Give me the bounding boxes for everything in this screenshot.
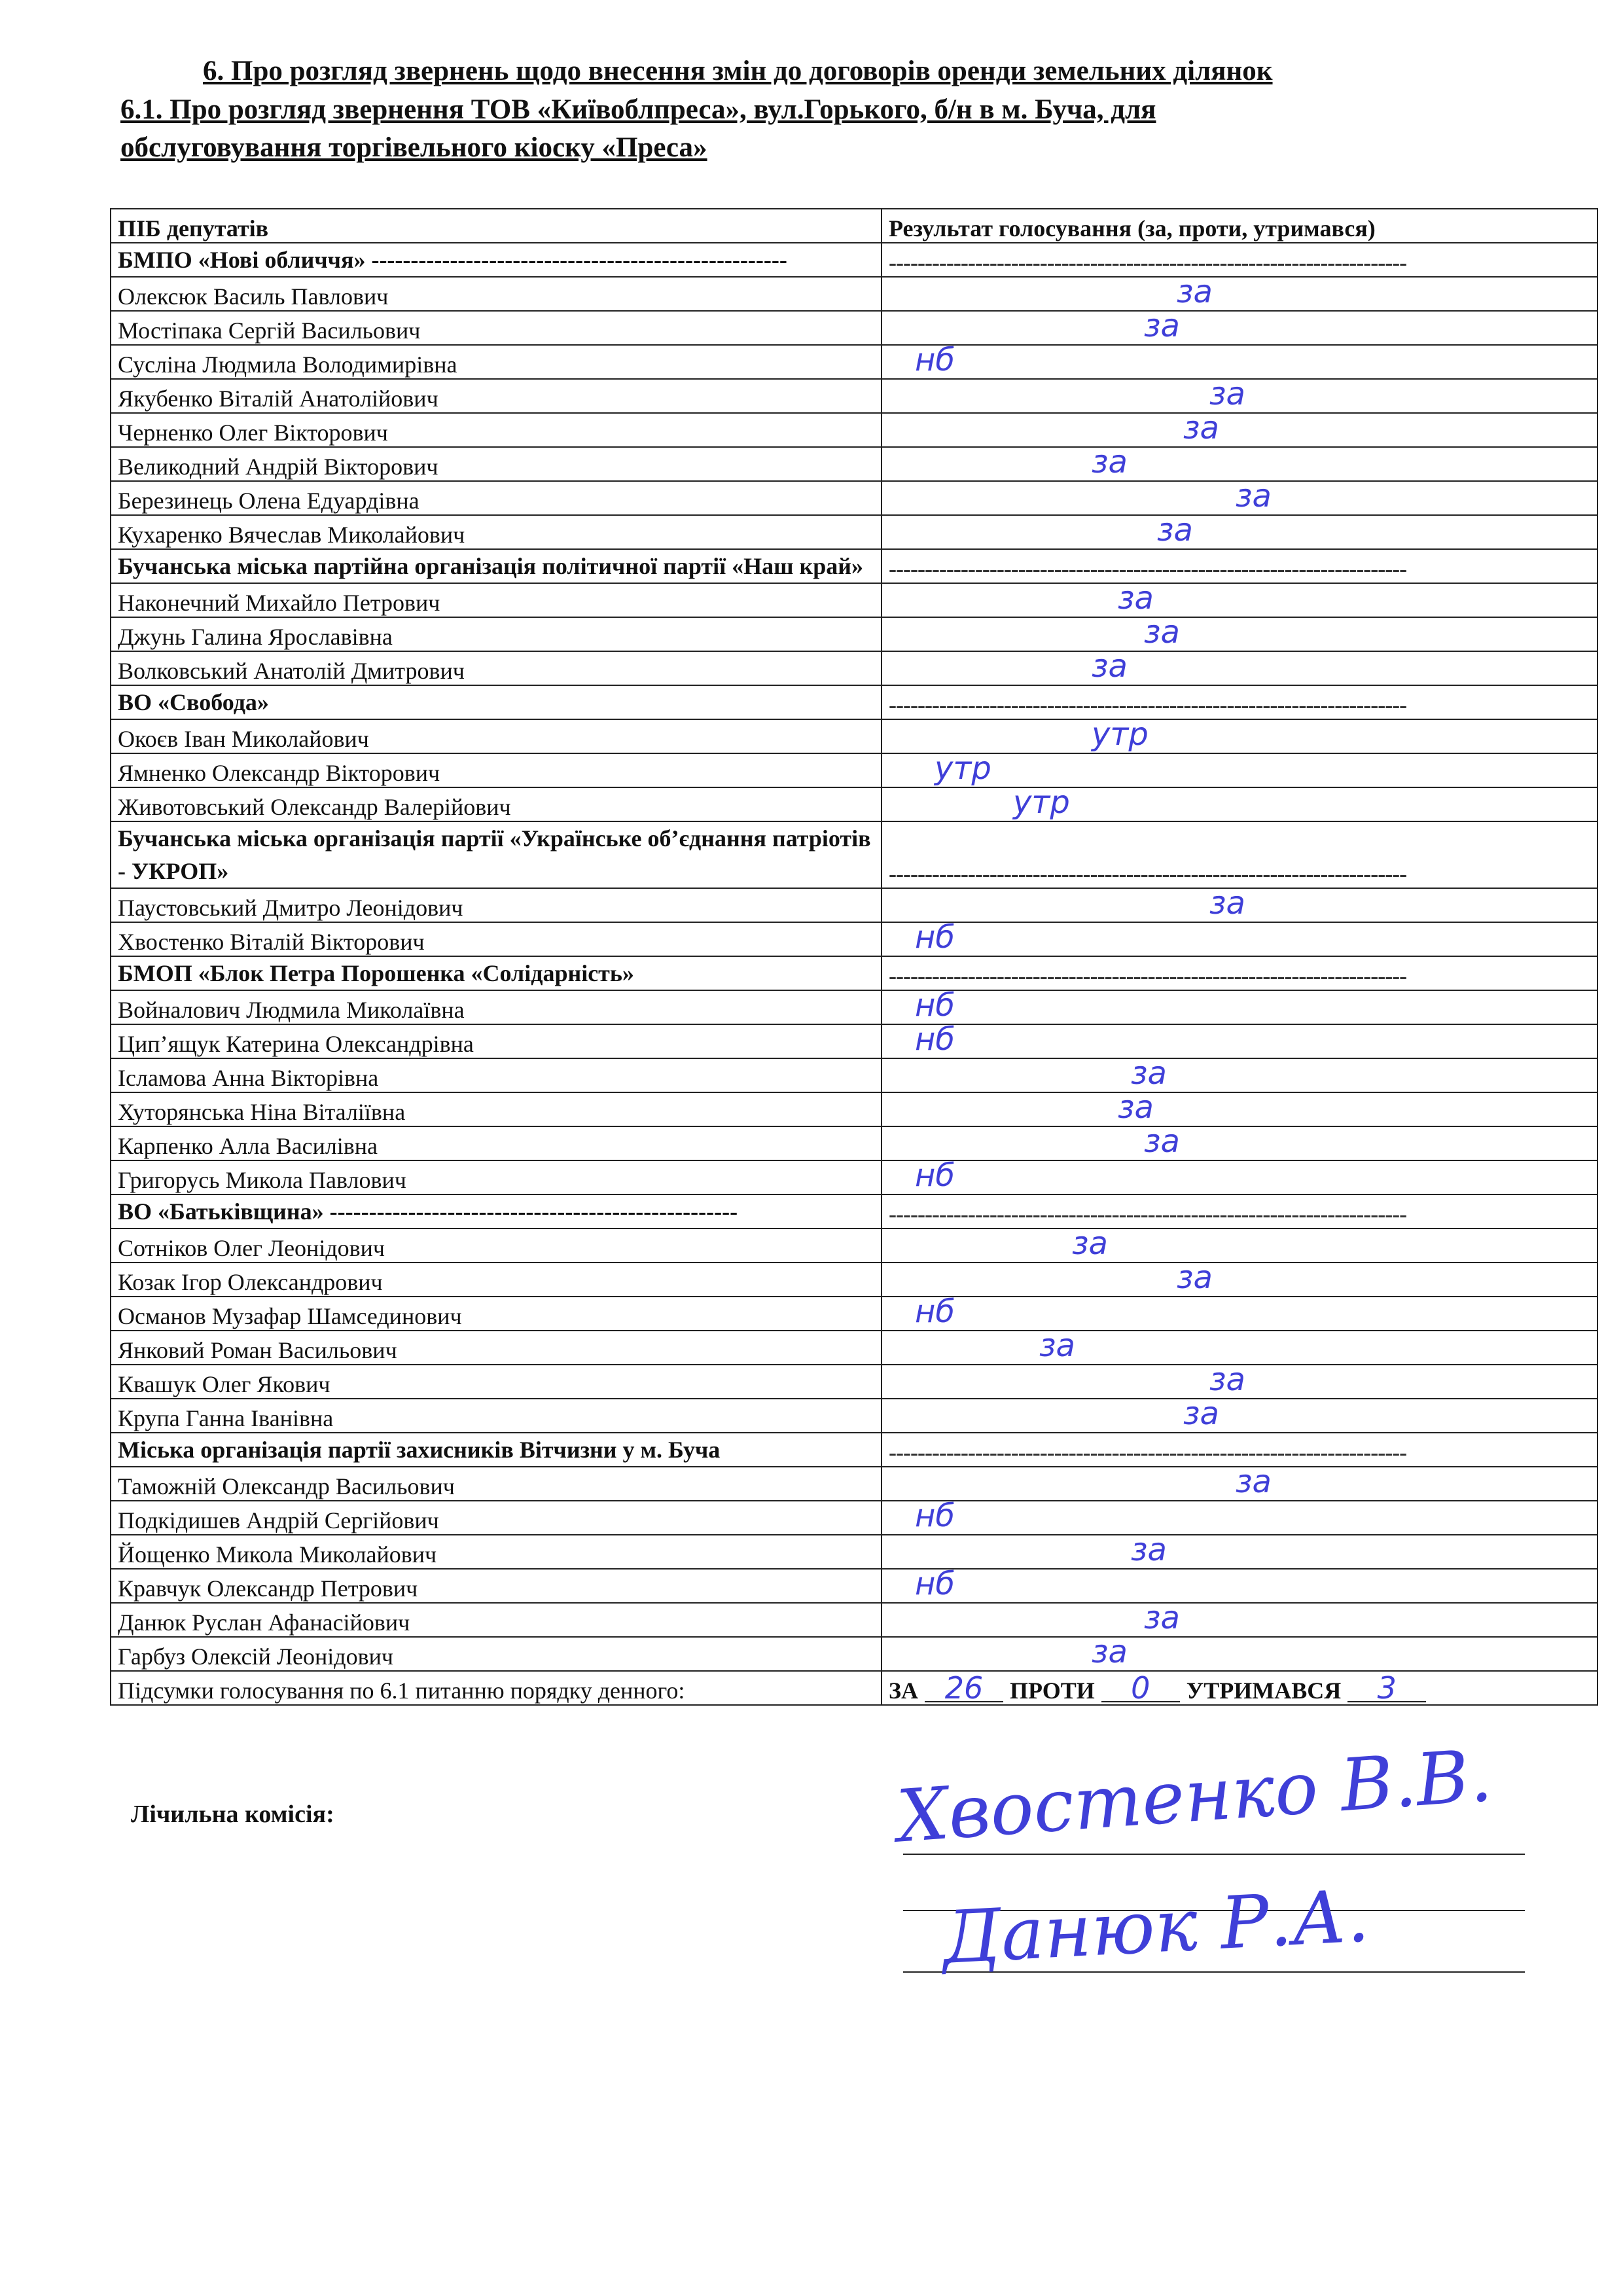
- party-result-placeholder: ------------------------------------------------------------------------: [882, 1194, 1597, 1229]
- deputy-name: Цип’ящук Катерина Олександрівна: [111, 1024, 882, 1058]
- handwritten-vote: нб: [915, 1297, 955, 1330]
- vote-cell: [882, 1535, 1597, 1569]
- deputy-row: [111, 1126, 1597, 1160]
- deputy-row: [111, 515, 1597, 549]
- party-group-row: [111, 549, 1597, 583]
- deputy-row: [111, 753, 1597, 787]
- party-name: Бучанська міська партійна організація політичної партії «Наш край»: [111, 549, 882, 583]
- signature-handwritten: Данюк Р.А.: [940, 1874, 1372, 1980]
- handwritten-vote: нб: [915, 990, 955, 1024]
- handwritten-vote: за: [1072, 1229, 1108, 1262]
- vote-cell: [882, 583, 1597, 617]
- handwritten-vote: за: [1144, 617, 1180, 651]
- handwritten-vote: за: [1209, 1365, 1245, 1398]
- deputy-row: [111, 1229, 1597, 1263]
- handwritten-vote: нб: [915, 1160, 955, 1194]
- handwritten-vote: за: [1131, 1535, 1167, 1568]
- deputy-row: [111, 617, 1597, 651]
- deputy-row: [111, 1297, 1597, 1331]
- deputy-name: Мостіпака Сергій Васильович: [111, 311, 882, 345]
- vote-cell: [882, 413, 1597, 447]
- deputy-row: [111, 583, 1597, 617]
- handwritten-vote: за: [1092, 651, 1128, 685]
- deputy-name: Подкідишев Андрій Сергійович: [111, 1501, 882, 1535]
- vote-cell: [882, 1263, 1597, 1297]
- handwritten-vote: за: [1131, 1058, 1167, 1092]
- deputy-name: Квашук Олег Якович: [111, 1365, 882, 1399]
- vote-cell: [882, 1569, 1597, 1603]
- handwritten-vote: за: [1157, 515, 1193, 548]
- handwritten-vote: утр: [1092, 719, 1149, 753]
- handwritten-vote: за: [1144, 1603, 1180, 1636]
- deputy-name: Хвостенко Віталій Вікторович: [111, 922, 882, 956]
- handwritten-vote: за: [1118, 1092, 1154, 1126]
- deputy-name: Наконечний Михайло Петрович: [111, 583, 882, 617]
- vote-cell: [882, 922, 1597, 956]
- deputy-name: Крупа Ганна Іванівна: [111, 1399, 882, 1433]
- deputy-row: [111, 1365, 1597, 1399]
- voting-table: [110, 208, 1598, 1706]
- deputy-row: [111, 481, 1597, 515]
- party-group-row: [111, 243, 1597, 277]
- handwritten-vote: нб: [915, 1569, 955, 1602]
- summary-row: [111, 1671, 1597, 1705]
- col-header-result: Результат голосування (за, проти, утримався): [882, 209, 1597, 243]
- deputy-row: [111, 1160, 1597, 1194]
- handwritten-vote: за: [1177, 277, 1213, 310]
- handwritten-vote: за: [1177, 1263, 1213, 1296]
- vote-cell: [882, 379, 1597, 413]
- summary-against-label: ПРОТИ: [1010, 1677, 1095, 1704]
- party-name: БМОП «Блок Петра Порошенка «Солідарність»: [111, 956, 882, 990]
- handwritten-vote: за: [1183, 1399, 1219, 1432]
- deputy-row: [111, 1569, 1597, 1603]
- vote-cell: [882, 1160, 1597, 1194]
- deputy-row: [111, 413, 1597, 447]
- summary-for-value: 26: [925, 1675, 1003, 1702]
- vote-cell: [882, 311, 1597, 345]
- vote-cell: [882, 345, 1597, 379]
- vote-cell: [882, 1603, 1597, 1637]
- item-heading: 6.1. Про розгляд звернення ТОВ «Київоблпреса», вул.Горького, б/н в м. Буча, для: [120, 94, 1156, 125]
- party-name: Бучанська міська організація партії «Українське об’єднання патріотів - УКРОП»: [111, 821, 882, 888]
- deputy-name: Великодний Андрій Вікторович: [111, 447, 882, 481]
- handwritten-vote: за: [1209, 379, 1245, 412]
- vote-cell: [882, 481, 1597, 515]
- counting-commission-label: Лічильна комісія:: [131, 1801, 334, 1828]
- deputy-row: [111, 1467, 1597, 1501]
- deputy-row: [111, 1263, 1597, 1297]
- deputy-row: [111, 990, 1597, 1024]
- deputy-name: Кравчук Олександр Петрович: [111, 1569, 882, 1603]
- deputy-row: [111, 1501, 1597, 1535]
- party-result-placeholder: ------------------------------------------------------------------------: [882, 549, 1597, 583]
- deputy-row: [111, 311, 1597, 345]
- party-result-placeholder: ------------------------------------------------------------------------: [882, 243, 1597, 277]
- table-header-row: [111, 209, 1597, 243]
- vote-cell: [882, 1229, 1597, 1263]
- deputy-name: Гарбуз Олексій Леонідович: [111, 1637, 882, 1671]
- vote-cell: [882, 753, 1597, 787]
- deputy-row: [111, 787, 1597, 821]
- handwritten-vote: за: [1144, 311, 1180, 344]
- section-heading: 6. Про розгляд звернень щодо внесення змін до договорів оренди земельних ділянок: [203, 56, 1273, 86]
- party-group-row: [111, 821, 1597, 888]
- vote-cell: [882, 1637, 1597, 1671]
- summary-for-label: ЗА: [889, 1677, 918, 1704]
- deputy-name: Данюк Руслан Афанасійович: [111, 1603, 882, 1637]
- deputy-name: Черненко Олег Вікторович: [111, 413, 882, 447]
- vote-cell: [882, 1058, 1597, 1092]
- party-name: ВО «Свобода»: [111, 685, 882, 719]
- deputy-name: Кухаренко Вячеслав Миколайович: [111, 515, 882, 549]
- summary-against-value: 0: [1101, 1675, 1180, 1702]
- handwritten-vote: за: [1092, 1637, 1128, 1670]
- deputy-row: [111, 447, 1597, 481]
- handwritten-vote: нб: [915, 345, 955, 378]
- deputy-name: Таможній Олександр Васильович: [111, 1467, 882, 1501]
- deputy-name: Джунь Галина Ярославівна: [111, 617, 882, 651]
- summary-result: [882, 1671, 1597, 1705]
- summary-label: Підсумки голосування по 6.1 питанню порядку денного:: [111, 1671, 882, 1705]
- deputy-row: [111, 922, 1597, 956]
- vote-cell: [882, 651, 1597, 685]
- item-heading-continued: обслуговування торгівельного кіоску «Преса»: [120, 132, 707, 163]
- deputy-name: Йощенко Микола Миколайович: [111, 1535, 882, 1569]
- handwritten-vote: за: [1092, 447, 1128, 480]
- deputy-name: Козак Ігор Олександрович: [111, 1263, 882, 1297]
- signature-line: [903, 1854, 1525, 1855]
- party-name: ВО «Батьківщина» ----------------------------------------------------: [111, 1194, 882, 1229]
- deputy-row: [111, 719, 1597, 753]
- handwritten-vote: утр: [1013, 787, 1070, 821]
- handwritten-vote: за: [1039, 1331, 1075, 1364]
- summary-abstain-value: 3: [1347, 1675, 1426, 1702]
- vote-cell: [882, 1126, 1597, 1160]
- deputy-name: Сотніков Олег Леонідович: [111, 1229, 882, 1263]
- party-group-row: [111, 956, 1597, 990]
- deputy-name: Янковий Роман Васильович: [111, 1331, 882, 1365]
- party-group-row: [111, 1194, 1597, 1229]
- deputy-name: Карпенко Алла Василівна: [111, 1126, 882, 1160]
- deputy-row: [111, 1024, 1597, 1058]
- deputy-name: Якубенко Віталій Анатолійович: [111, 379, 882, 413]
- vote-cell: [882, 1092, 1597, 1126]
- vote-cell: [882, 1365, 1597, 1399]
- deputy-row: [111, 345, 1597, 379]
- handwritten-vote: за: [1209, 888, 1245, 922]
- col-header-deputies: ПІБ депутатів: [111, 209, 882, 243]
- vote-cell: [882, 617, 1597, 651]
- deputy-row: [111, 1092, 1597, 1126]
- deputy-row: [111, 1058, 1597, 1092]
- vote-cell: [882, 1501, 1597, 1535]
- party-group-row: [111, 1433, 1597, 1467]
- vote-cell: [882, 888, 1597, 922]
- deputy-name: Волковський Анатолій Дмитрович: [111, 651, 882, 685]
- deputy-row: [111, 1535, 1597, 1569]
- party-result-placeholder: ------------------------------------------------------------------------: [882, 685, 1597, 719]
- deputy-name: Окоєв Іван Миколайович: [111, 719, 882, 753]
- deputy-name: Ямненко Олександр Вікторович: [111, 753, 882, 787]
- vote-cell: [882, 990, 1597, 1024]
- party-name: БМПО «Нові обличчя» -----------------------------------------------------: [111, 243, 882, 277]
- vote-cell: [882, 1331, 1597, 1365]
- deputy-row: [111, 1603, 1597, 1637]
- summary-abstain-label: УТРИМАВСЯ: [1186, 1677, 1342, 1704]
- vote-cell: [882, 1297, 1597, 1331]
- vote-cell: [882, 277, 1597, 311]
- handwritten-vote: за: [1236, 1467, 1272, 1500]
- deputy-row: [111, 1331, 1597, 1365]
- vote-cell: [882, 515, 1597, 549]
- vote-cell: [882, 1399, 1597, 1433]
- vote-cell: [882, 719, 1597, 753]
- deputy-name: Хуторянська Ніна Віталіївна: [111, 1092, 882, 1126]
- party-result-placeholder: ------------------------------------------------------------------------: [882, 956, 1597, 990]
- handwritten-vote: нб: [915, 1501, 955, 1534]
- party-group-row: [111, 685, 1597, 719]
- handwritten-vote: за: [1144, 1126, 1180, 1160]
- deputy-name: Паустовський Дмитро Леонідович: [111, 888, 882, 922]
- handwritten-vote: утр: [935, 753, 991, 787]
- deputy-name: Животовський Олександр Валерійович: [111, 787, 882, 821]
- deputy-row: [111, 277, 1597, 311]
- vote-cell: [882, 1467, 1597, 1501]
- deputy-name: Олексюк Василь Павлович: [111, 277, 882, 311]
- deputy-row: [111, 651, 1597, 685]
- vote-cell: [882, 1024, 1597, 1058]
- deputy-row: [111, 379, 1597, 413]
- deputy-row: [111, 1637, 1597, 1671]
- deputy-name: Ісламова Анна Вікторівна: [111, 1058, 882, 1092]
- deputy-name: Османов Музафар Шамсединович: [111, 1297, 882, 1331]
- handwritten-vote: за: [1118, 583, 1154, 617]
- deputy-row: [111, 1399, 1597, 1433]
- handwritten-vote: нб: [915, 1024, 955, 1058]
- party-name: Міська організація партії захисників Вітчизни у м. Буча: [111, 1433, 882, 1467]
- party-result-placeholder: ------------------------------------------------------------------------: [882, 821, 1597, 888]
- deputy-name: Григорусь Микола Павлович: [111, 1160, 882, 1194]
- handwritten-vote: за: [1236, 481, 1272, 514]
- deputy-name: Войналович Людмила Миколаївна: [111, 990, 882, 1024]
- handwritten-vote: за: [1183, 413, 1219, 446]
- vote-cell: [882, 787, 1597, 821]
- deputy-row: [111, 888, 1597, 922]
- vote-cell: [882, 447, 1597, 481]
- handwritten-vote: нб: [915, 922, 955, 956]
- signature-handwritten: Хвостенко В.В.: [894, 1733, 1495, 1859]
- deputy-name: Березинець Олена Едуардівна: [111, 481, 882, 515]
- deputy-name: Сусліна Людмила Володимирівна: [111, 345, 882, 379]
- party-result-placeholder: ------------------------------------------------------------------------: [882, 1433, 1597, 1467]
